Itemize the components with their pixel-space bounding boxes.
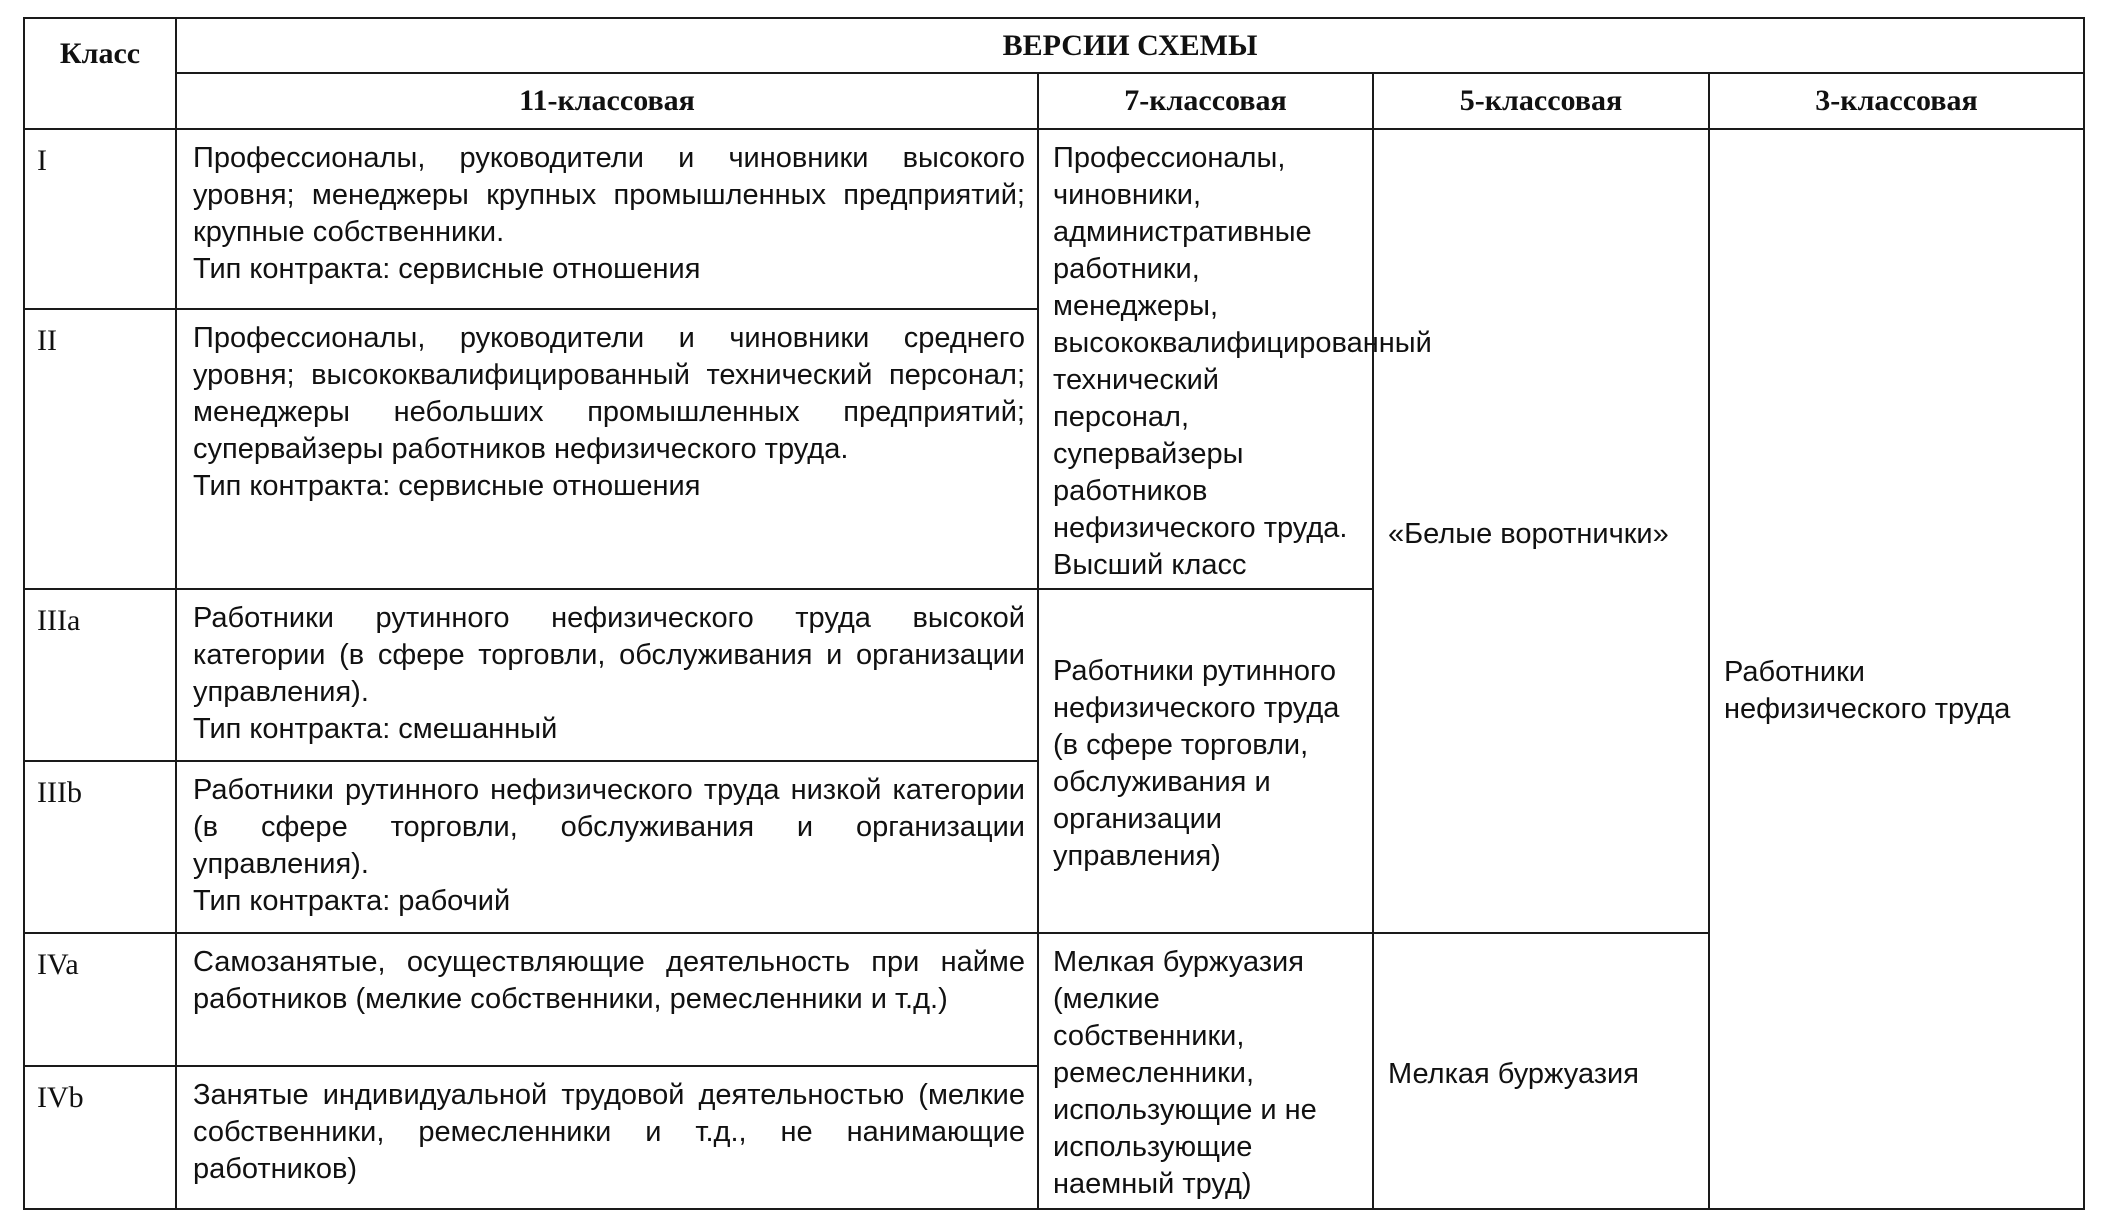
three-class-non-manual xyxy=(1709,129,2084,1209)
header-7-class: 7-классовая xyxy=(1038,73,1373,129)
seven-class-routine xyxy=(1038,589,1373,933)
five-class-white-collar-text: «Белые воротнички» xyxy=(1388,517,1669,550)
class-label: IIIb xyxy=(24,761,176,933)
contract-type: Тип контракта: рабочий xyxy=(193,885,511,917)
contract-type: Тип контракта: смешанный xyxy=(193,713,558,745)
five-class-white-collar xyxy=(1373,129,1709,933)
class-description: Профессионалы, руководители и чиновники среднего уровня; высококвалифицированный технический персонал; менеджеры небольших промышленных предприятий; супервайзеры работников нефизического труда. xyxy=(193,322,1025,466)
class-description: Занятые индивидуальной трудовой деятельностью (мелкие собственники, ремесленники и т.д., не нанимающие работников) xyxy=(193,1079,1025,1185)
class-label: IVa xyxy=(24,933,176,1066)
class-label: IIIa xyxy=(24,589,176,761)
class-description: Работники рутинного нефизического труда высокой категории (в сфере торговли, обслуживания и организации управления). xyxy=(193,602,1025,708)
class-description-cell xyxy=(176,129,1038,309)
header-11-class: 11-классовая xyxy=(176,73,1038,129)
class-label: II xyxy=(24,309,176,589)
class-description-cell xyxy=(176,1066,1038,1209)
contract-type: Тип контракта: сервисные отношения xyxy=(193,470,701,503)
header-versions: ВЕРСИИ СХЕМЫ xyxy=(176,18,2084,73)
class-description-cell xyxy=(176,589,1038,761)
class-description: Самозанятые, осуществляющие деятельность при найме работников (мелкие собственники, ремесленники и т.д.) xyxy=(193,946,1025,1015)
five-class-petty-text: Мелкая буржуазия xyxy=(1388,1057,1639,1090)
header-3-class: 3-классовая xyxy=(1709,73,2084,129)
class-scheme-table xyxy=(23,17,2085,1210)
seven-class-higher xyxy=(1038,129,1432,589)
class-label: I xyxy=(24,129,176,309)
contract-type: Тип контракта: сервисные отношения xyxy=(193,253,701,285)
seven-class-petty xyxy=(1038,933,1373,1209)
class-description: Профессионалы, руководители и чиновники высокого уровня; менеджеры крупных промышленных предприятий; крупные собственники. xyxy=(193,142,1025,248)
class-label: IVb xyxy=(24,1066,176,1209)
header-5-class: 5-классовая xyxy=(1373,73,1709,129)
seven-class-routine-text: Работники рутинного нефизического труда (в сфере торговли, обслуживания и организации управления) xyxy=(1053,655,1340,872)
header-class: Класс xyxy=(24,18,176,129)
class-description: Работники рутинного нефизического труда низкой категории (в сфере торговли, обслуживания и организации управления). xyxy=(193,774,1025,880)
five-class-petty xyxy=(1373,933,1709,1209)
three-class-non-manual-text: Работники нефизического труда xyxy=(1724,656,2011,725)
seven-class-petty-text: Мелкая буржуазия (мелкие собственники, ремесленники, использующие и не использующие наемный труд) xyxy=(1053,946,1317,1200)
class-description-cell xyxy=(176,933,1038,1066)
class-description-cell xyxy=(176,309,1038,589)
table-row xyxy=(24,129,2084,309)
seven-class-higher-text: Профессионалы, чиновники, административные работники, менеджеры, высококвалифицированный технический персонал, супервайзеры работников нефизического труда. Высший класс xyxy=(1053,142,1432,581)
class-description-cell xyxy=(176,761,1038,933)
